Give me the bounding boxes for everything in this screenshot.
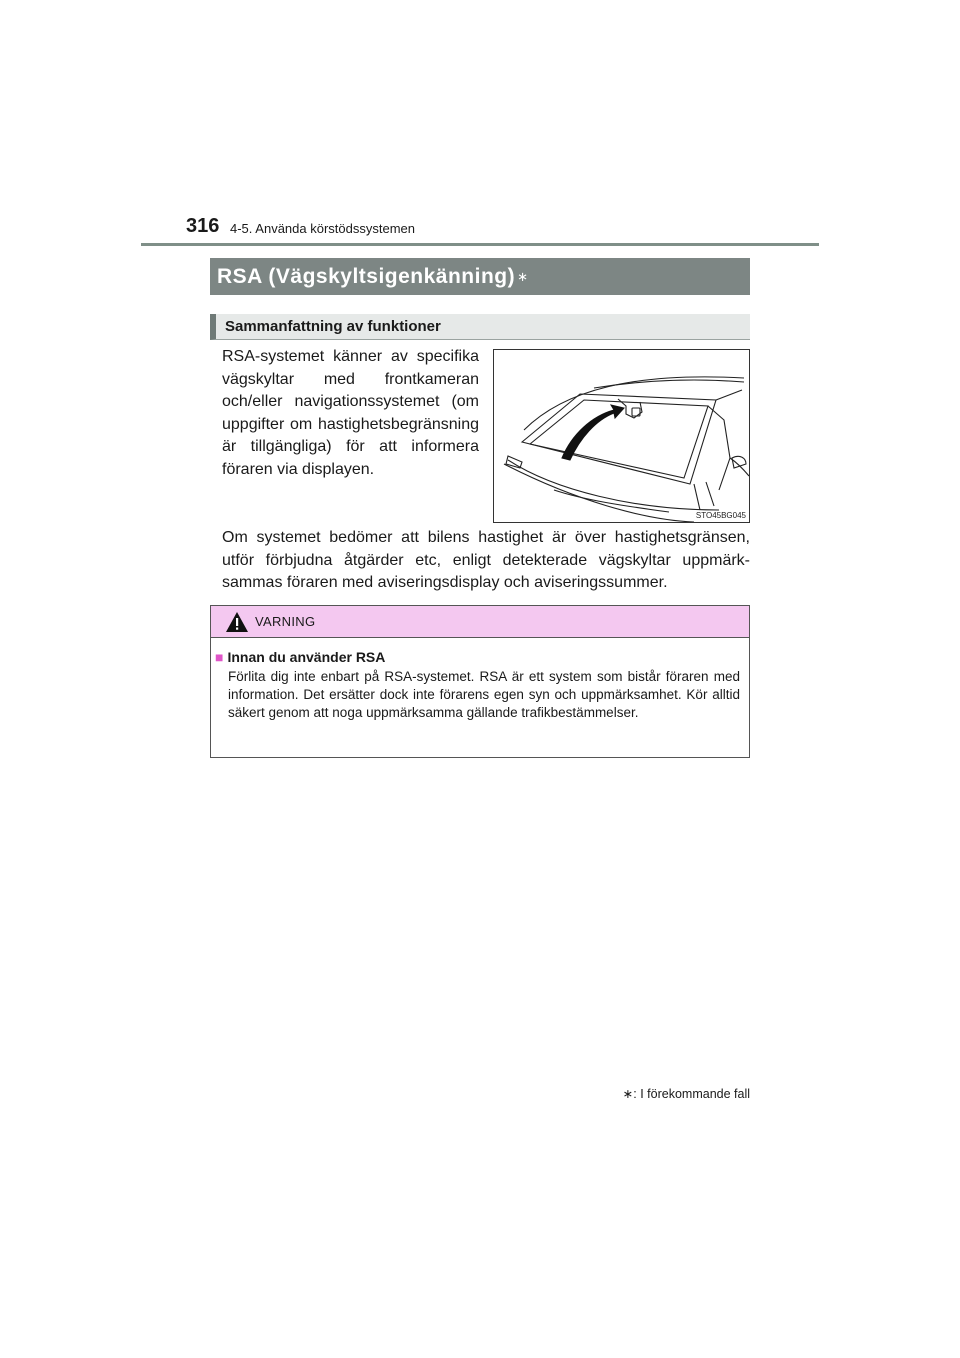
intro-paragraph: RSA-systemet känner av specifika vägskyltar med frontkameran och/eller navigationssystemet (om uppgifter om hastighetsbegränsning är tillgängliga) för att informera föraren via displayen.	[222, 348, 479, 478]
warning-header	[211, 606, 749, 638]
warning-box	[210, 605, 750, 758]
section-title-bar	[210, 258, 750, 295]
header-rule	[141, 243, 819, 246]
footnote-mark: ∗	[622, 1087, 634, 1101]
section-title: RSA (Vägskyltsigenkänning)	[217, 264, 516, 288]
subsection-bar	[210, 314, 750, 340]
warning-item-text: Förlita dig inte enbart på RSA-systemet. RSA är ett system som bistår föraren med information. Det ersätter dock inte förarens egen syn och uppmärksamhet. Kör alltid säkert genom att noga uppmärksamma gällande trafikbestämmelser.	[228, 669, 740, 720]
running-head: 4-5. Använda körstödssystemen	[230, 221, 415, 236]
detail-paragraph: Om systemet bedömer att bilens hastighet är över hastighetsgränsen, utför förbjudna åtgärder etc, enligt detekterade vägskyltar uppmärksammas föraren med aviseringsdisplay och aviseringssummer.	[222, 529, 750, 591]
square-bullet-icon: ■	[215, 649, 224, 665]
footnote	[623, 1086, 750, 1101]
warning-label: VARNING	[255, 614, 316, 629]
car-windshield-drawing	[494, 350, 749, 522]
warning-item-heading	[215, 649, 385, 665]
warning-triangle-icon	[225, 611, 249, 633]
footnote-text: : I förekommande fall	[633, 1087, 750, 1101]
page-number: 316	[186, 215, 220, 237]
subsection-title: Sammanfattning av funktioner	[225, 318, 441, 335]
pointer-arrow-icon	[562, 405, 624, 460]
windshield-camera-illustration	[493, 349, 750, 523]
asterisk-mark: ∗	[517, 268, 529, 284]
warning-item-heading-text: Innan du använder RSA	[227, 649, 386, 665]
figure-code: STO45BG045	[695, 511, 746, 520]
